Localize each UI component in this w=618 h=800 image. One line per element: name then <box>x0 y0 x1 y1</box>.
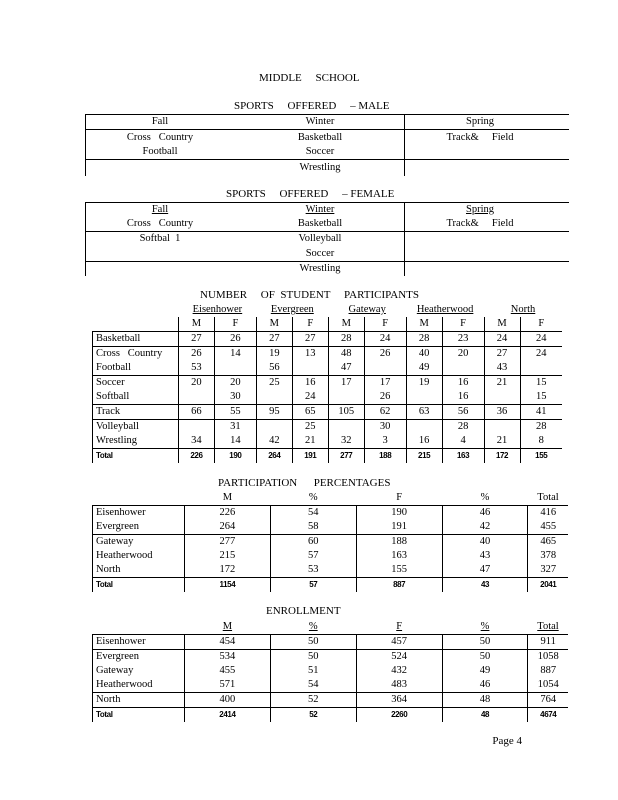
row-label: Cross Country <box>93 347 179 362</box>
table-cell: 27 <box>178 332 214 347</box>
table-cell: 1058 <box>528 650 568 665</box>
table-cell: 887 <box>356 578 442 593</box>
row-label: Softball <box>93 390 179 405</box>
table-cell: 42 <box>442 520 528 535</box>
table-cell: 190 <box>356 506 442 521</box>
table-cell: 163 <box>442 449 484 464</box>
table-cell: 465 <box>528 535 568 550</box>
table-cell: 49 <box>406 361 442 376</box>
male-fall-item: Football <box>142 146 178 157</box>
table-cell: 53 <box>270 563 356 578</box>
gender-header: F <box>364 317 406 332</box>
table-cell: 95 <box>256 405 292 420</box>
table-row <box>93 506 569 521</box>
table-row <box>93 678 569 693</box>
table-cell: 24 <box>520 332 562 347</box>
table-row <box>93 361 563 376</box>
table-cell: 60 <box>270 535 356 550</box>
table-cell: 16 <box>442 390 484 405</box>
row-label: Track <box>93 405 179 420</box>
table-row <box>93 535 569 550</box>
table-cell: 2260 <box>356 708 442 723</box>
table-cell: 50 <box>442 635 528 650</box>
table-cell <box>520 361 562 376</box>
table-cell: 191 <box>356 520 442 535</box>
row-label: Eisenhower <box>93 635 185 650</box>
row-label: Total <box>93 449 179 464</box>
school-header-row <box>93 303 563 317</box>
table-cell: 24 <box>520 347 562 362</box>
female-fall-item: Cross Country <box>126 218 194 229</box>
table-cell: 163 <box>356 549 442 563</box>
female-spring-header: Spring <box>465 204 494 215</box>
table-cell: 43 <box>442 549 528 563</box>
male-fall-item: Cross Country <box>126 132 194 143</box>
row-label: Basketball <box>93 332 179 347</box>
table-cell: 27 <box>484 347 520 362</box>
table-cell: 2041 <box>528 578 568 593</box>
sports-female-heading: SPORTS OFFERED – FEMALE <box>226 188 395 200</box>
col-header: F <box>396 492 403 503</box>
row-label: North <box>93 563 185 578</box>
row-label: Evergreen <box>93 520 185 535</box>
table-row <box>93 434 563 449</box>
table-cell: 764 <box>528 693 568 708</box>
row-label: Total <box>93 578 185 593</box>
col-header: Total <box>537 492 559 503</box>
table-cell: 47 <box>442 563 528 578</box>
table-cell: 56 <box>442 405 484 420</box>
table-cell: 54 <box>270 506 356 521</box>
table-cell: 53 <box>178 361 214 376</box>
table-cell: 172 <box>184 563 270 578</box>
female-winter-item: Volleyball <box>298 233 342 244</box>
col-header: M <box>222 621 233 632</box>
table-cell: 400 <box>184 693 270 708</box>
table-cell: 28 <box>328 332 364 347</box>
row-label: Total <box>93 708 185 723</box>
gender-header: M <box>484 317 520 332</box>
table-cell <box>484 420 520 435</box>
col-header: % <box>308 492 318 503</box>
row-label: Heatherwood <box>93 549 185 563</box>
female-winter-item: Basketball <box>297 218 343 229</box>
table-cell: 16 <box>292 376 328 391</box>
male-fall-header: Fall <box>151 116 169 127</box>
school-header: Eisenhower <box>192 304 243 315</box>
female-fall-item: Softbal 1 <box>139 233 181 244</box>
table-cell: 19 <box>256 347 292 362</box>
participants-table <box>92 303 562 463</box>
table-cell: 26 <box>214 332 256 347</box>
gender-header: M <box>178 317 214 332</box>
table-cell: 65 <box>292 405 328 420</box>
school-header: Heatherwood <box>416 304 474 315</box>
table-cell: 58 <box>270 520 356 535</box>
table-cell <box>406 390 442 405</box>
table-cell: 27 <box>256 332 292 347</box>
table-cell: 1054 <box>528 678 568 693</box>
table-cell: 190 <box>214 449 256 464</box>
table-cell: 48 <box>328 347 364 362</box>
table-cell: 188 <box>356 535 442 550</box>
table-row <box>93 650 569 665</box>
table-cell: 26 <box>364 347 406 362</box>
table-cell: 155 <box>520 449 562 464</box>
table-cell: 26 <box>364 390 406 405</box>
table-cell: 16 <box>406 434 442 449</box>
row-label: Football <box>93 361 179 376</box>
table-cell: 155 <box>356 563 442 578</box>
table-cell: 46 <box>442 506 528 521</box>
gender-header: M <box>256 317 292 332</box>
table-cell: 4674 <box>528 708 568 723</box>
table-cell: 483 <box>356 678 442 693</box>
table-cell <box>442 361 484 376</box>
percentages-header-row <box>93 491 569 506</box>
table-cell: 17 <box>328 376 364 391</box>
row-label: Heatherwood <box>93 678 185 693</box>
female-fall-header: Fall <box>151 204 169 215</box>
table-row <box>93 420 563 435</box>
enrollment-table <box>92 620 568 722</box>
table-row <box>93 347 563 362</box>
table-cell: 50 <box>270 635 356 650</box>
table-cell: 191 <box>292 449 328 464</box>
table-cell: 277 <box>328 449 364 464</box>
table-cell: 48 <box>442 693 528 708</box>
table-cell: 34 <box>178 434 214 449</box>
row-label: Wrestling <box>93 434 179 449</box>
table-cell <box>256 390 292 405</box>
sports-male-heading: SPORTS OFFERED – MALE <box>234 100 390 112</box>
table-cell: 264 <box>184 520 270 535</box>
table-cell: 30 <box>214 390 256 405</box>
table-cell: 887 <box>528 664 568 678</box>
enrollment-heading: ENROLLMENT <box>266 605 341 617</box>
table-cell: 40 <box>406 347 442 362</box>
table-cell: 66 <box>178 405 214 420</box>
table-row <box>93 708 569 723</box>
table-cell: 51 <box>270 664 356 678</box>
table-row <box>93 520 569 535</box>
table-cell <box>178 390 214 405</box>
row-label: Evergreen <box>93 650 185 665</box>
table-cell: 188 <box>364 449 406 464</box>
table-row <box>93 449 563 464</box>
table-cell: 13 <box>292 347 328 362</box>
table-cell: 40 <box>442 535 528 550</box>
table-cell: 31 <box>214 420 256 435</box>
table-row <box>93 578 569 593</box>
table-cell: 8 <box>520 434 562 449</box>
table-cell: 277 <box>184 535 270 550</box>
table-cell: 1154 <box>184 578 270 593</box>
enrollment-header-row <box>93 620 569 635</box>
col-header: % <box>480 621 490 632</box>
table-cell: 43 <box>442 578 528 593</box>
table-cell: 16 <box>442 376 484 391</box>
table-cell: 215 <box>184 549 270 563</box>
table-cell: 15 <box>520 390 562 405</box>
row-label: Gateway <box>93 664 185 678</box>
table-cell: 20 <box>214 376 256 391</box>
participants-heading: NUMBER OF STUDENT PARTICIPANTS <box>200 289 419 301</box>
col-header: M <box>222 492 233 503</box>
col-header: % <box>308 621 318 632</box>
table-cell: 52 <box>270 708 356 723</box>
table-row <box>93 332 563 347</box>
table-cell <box>328 420 364 435</box>
gender-header: M <box>328 317 364 332</box>
table-row <box>93 390 563 405</box>
school-header: North <box>510 304 536 315</box>
table-cell: 57 <box>270 549 356 563</box>
female-winter-item: Wrestling <box>299 263 341 274</box>
table-cell: 47 <box>328 361 364 376</box>
table-cell: 21 <box>484 376 520 391</box>
table-cell: 49 <box>442 664 528 678</box>
table-cell: 215 <box>406 449 442 464</box>
row-label: North <box>93 693 185 708</box>
school-header: Evergreen <box>270 304 314 315</box>
table-cell: 534 <box>184 650 270 665</box>
table-cell: 56 <box>256 361 292 376</box>
table-cell: 46 <box>442 678 528 693</box>
table-cell: 41 <box>520 405 562 420</box>
table-cell <box>178 420 214 435</box>
table-cell: 26 <box>178 347 214 362</box>
table-cell: 3 <box>364 434 406 449</box>
col-header: F <box>396 621 403 632</box>
table-cell: 24 <box>292 390 328 405</box>
table-cell: 30 <box>364 420 406 435</box>
table-cell: 172 <box>484 449 520 464</box>
gender-header: F <box>442 317 484 332</box>
table-row <box>93 405 563 420</box>
table-cell: 27 <box>292 332 328 347</box>
male-winter-item: Wrestling <box>299 162 341 173</box>
table-cell: 42 <box>256 434 292 449</box>
table-cell: 454 <box>184 635 270 650</box>
table-cell: 24 <box>484 332 520 347</box>
female-spring-item: Track& Field <box>446 218 514 229</box>
table-cell: 14 <box>214 434 256 449</box>
table-cell: 28 <box>406 332 442 347</box>
table-cell: 50 <box>270 650 356 665</box>
gender-header: F <box>520 317 562 332</box>
table-cell: 226 <box>184 506 270 521</box>
table-cell <box>214 361 256 376</box>
table-cell: 455 <box>184 664 270 678</box>
male-spring-item: Track& Field <box>446 132 514 143</box>
table-cell: 327 <box>528 563 568 578</box>
sports-male-table <box>85 114 569 176</box>
table-row <box>93 635 569 650</box>
gender-header: M <box>406 317 442 332</box>
table-cell: 378 <box>528 549 568 563</box>
table-row <box>93 376 563 391</box>
table-cell: 62 <box>364 405 406 420</box>
table-cell: 4 <box>442 434 484 449</box>
table-cell: 55 <box>214 405 256 420</box>
row-label: Volleyball <box>93 420 179 435</box>
table-cell: 105 <box>328 405 364 420</box>
male-winter-item: Soccer <box>305 146 335 157</box>
table-cell: 25 <box>292 420 328 435</box>
table-cell: 20 <box>178 376 214 391</box>
male-winter-header: Winter <box>305 116 335 127</box>
table-cell <box>406 420 442 435</box>
table-cell: 28 <box>442 420 484 435</box>
table-cell: 25 <box>256 376 292 391</box>
table-cell: 21 <box>292 434 328 449</box>
gender-header: F <box>214 317 256 332</box>
table-cell: 36 <box>484 405 520 420</box>
col-header: % <box>480 492 490 503</box>
gender-header: F <box>292 317 328 332</box>
female-winter-header: Winter <box>305 204 335 215</box>
table-cell: 54 <box>270 678 356 693</box>
percentages-table <box>92 491 568 592</box>
table-cell: 23 <box>442 332 484 347</box>
table-cell: 48 <box>442 708 528 723</box>
table-cell: 264 <box>256 449 292 464</box>
gender-header-row <box>93 317 563 332</box>
col-header: Total <box>537 621 559 632</box>
table-cell: 20 <box>442 347 484 362</box>
table-row <box>93 693 569 708</box>
sports-female-table <box>85 202 569 276</box>
table-cell: 2414 <box>184 708 270 723</box>
table-cell: 19 <box>406 376 442 391</box>
table-cell: 24 <box>364 332 406 347</box>
percentages-heading: PARTICIPATION PERCENTAGES <box>218 477 391 489</box>
table-cell: 571 <box>184 678 270 693</box>
table-cell: 52 <box>270 693 356 708</box>
table-cell <box>292 361 328 376</box>
table-cell: 50 <box>442 650 528 665</box>
table-cell: 416 <box>528 506 568 521</box>
table-cell: 524 <box>356 650 442 665</box>
table-cell: 15 <box>520 376 562 391</box>
table-cell: 364 <box>356 693 442 708</box>
male-winter-item: Basketball <box>297 132 343 143</box>
female-winter-item: Soccer <box>305 248 335 259</box>
table-cell: 226 <box>178 449 214 464</box>
row-label: Gateway <box>93 535 185 550</box>
table-cell: 457 <box>356 635 442 650</box>
table-cell <box>364 361 406 376</box>
table-cell: 43 <box>484 361 520 376</box>
table-row <box>93 549 569 563</box>
school-header: Gateway <box>348 304 386 315</box>
table-cell <box>328 390 364 405</box>
table-cell: 455 <box>528 520 568 535</box>
table-cell <box>256 420 292 435</box>
table-cell: 17 <box>364 376 406 391</box>
male-spring-header: Spring <box>465 116 494 127</box>
table-cell: 57 <box>270 578 356 593</box>
table-cell: 432 <box>356 664 442 678</box>
table-cell: 32 <box>328 434 364 449</box>
table-row <box>93 664 569 678</box>
table-row <box>93 563 569 578</box>
row-label: Eisenhower <box>93 506 185 521</box>
table-cell <box>484 390 520 405</box>
table-cell: 28 <box>520 420 562 435</box>
row-label: Soccer <box>93 376 179 391</box>
table-cell: 911 <box>528 635 568 650</box>
table-cell: 21 <box>484 434 520 449</box>
page-title: MIDDLE SCHOOL <box>259 72 360 84</box>
page-number: Page 4 <box>492 735 522 747</box>
table-cell: 14 <box>214 347 256 362</box>
table-cell: 63 <box>406 405 442 420</box>
